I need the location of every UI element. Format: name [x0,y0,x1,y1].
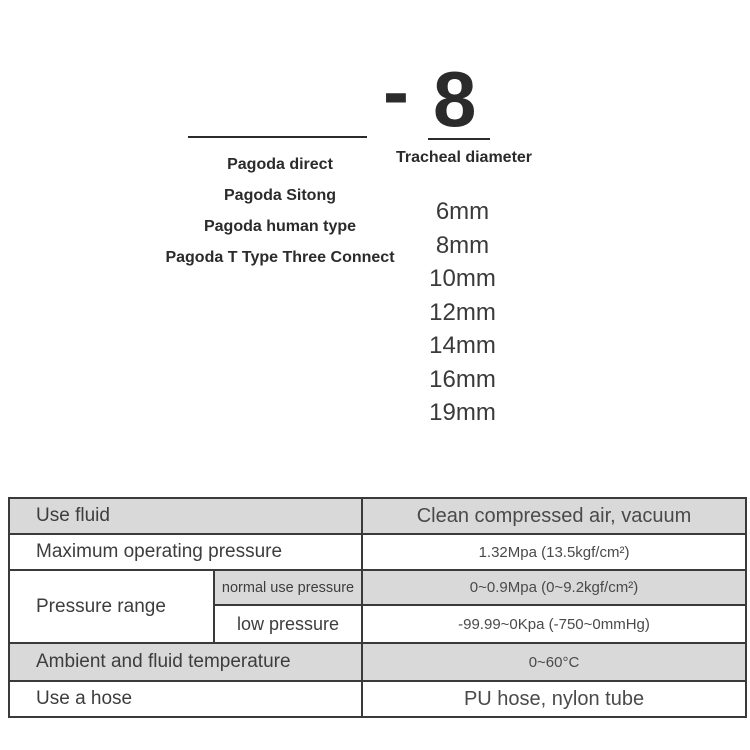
size-option: 14mm [429,332,496,359]
spec-label-hose: Use a hose [9,681,362,717]
spec-value-use-fluid: Clean compressed air, vacuum [362,498,746,534]
spec-sublabel-low-pressure: low pressure [214,605,362,643]
spec-value-normal-pressure: 0~0.9Mpa (0~9.2kgf/cm²) [362,570,746,605]
spec-sublabel-normal-pressure: normal use pressure [214,570,362,605]
size-option: 12mm [429,298,496,326]
pagoda-type-item: Pagoda human type [203,218,357,235]
size-option: 10mm [429,265,496,292]
pagoda-type-item: Pagoda direct [227,156,333,173]
spec-label-max-pressure: Maximum operating pressure [9,534,362,570]
spec-label-use-fluid: Use fluid [9,498,362,534]
model-dash: - [383,47,409,135]
spec-label-temperature: Ambient and fluid temperature [9,643,362,681]
size-option: 8mm [435,231,490,259]
tracheal-diameter-rule [428,138,490,140]
tracheal-diameter-label: Tracheal diameter [395,149,533,166]
table-row [9,534,746,570]
size-option: 6mm [435,198,490,225]
table-row [9,681,746,717]
size-option: 19mm [429,399,496,426]
size-option: 16mm [429,365,496,393]
spec-table [8,497,747,718]
pagoda-types-rule [188,136,367,138]
model-size-number: 8 [433,55,477,143]
spec-value-low-pressure: -99.99~0Kpa (-750~0mmHg) [362,605,746,643]
spec-value-max-pressure: 1.32Mpa (13.5kgf/cm²) [362,534,746,570]
tracheal-size-list [405,195,520,430]
spec-value-temperature: 0~60°C [362,643,746,681]
spec-value-hose: PU hose, nylon tube [362,681,746,717]
table-row [9,643,746,681]
spec-label-pressure-range: Pressure range [9,570,214,643]
table-row [9,570,746,605]
table-row [9,498,746,534]
pagoda-type-list [150,149,410,273]
pagoda-type-item: Pagoda Sitong [224,187,336,204]
pagoda-type-item: Pagoda T Type Three Connect [165,249,395,266]
